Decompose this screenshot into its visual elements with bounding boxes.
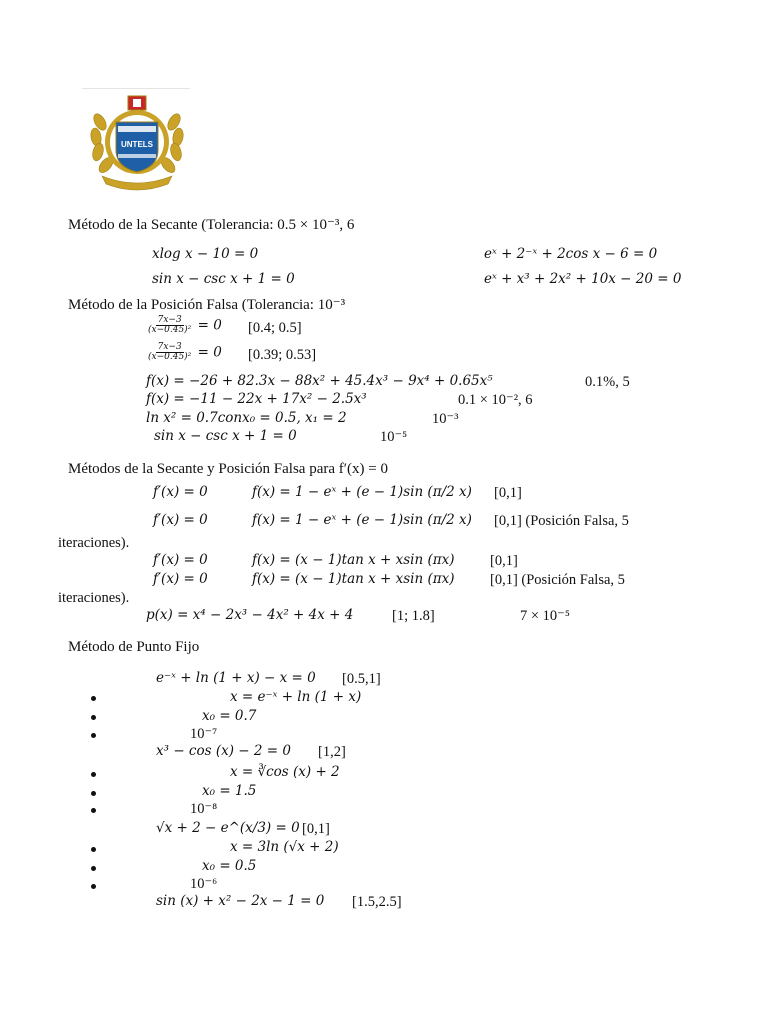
initial-value: x₀ = 1.5 [202, 783, 257, 799]
interval-note: [0,1] (Posición Falsa, 5 [494, 513, 629, 529]
fraction-numerator: 7x−3 [157, 315, 182, 325]
list-bullet [91, 733, 96, 738]
section-title-derivada: Métodos de la Secante y Posición Falsa para f′(x) = 0 [68, 461, 388, 477]
interval: [0.4; 0.5] [248, 320, 302, 336]
logo-top-rule [82, 88, 190, 89]
fraction-numerator: 7x−3 [157, 342, 182, 352]
polynomial: p(x) = x⁴ − 2x³ − 4x² + 4x + 4 [146, 607, 354, 623]
equation: f(x) = −11 − 22x + 17x² − 2.5x³ [146, 391, 367, 407]
fraction [146, 343, 193, 363]
university-logo [88, 92, 186, 192]
fraction-equation-1 [146, 316, 222, 336]
section-title-secante: Método de la Secante (Tolerancia: 0.5 × 10⁻³, 6 [68, 217, 355, 233]
tolerance: 10⁻⁷ [190, 726, 218, 742]
equation: e⁻ˣ + ln (1 + x) − x = 0 [156, 670, 316, 686]
function: f(x) = (x − 1)tan x + xsin (πx) [252, 552, 455, 568]
list-bullet [91, 866, 96, 871]
list-bullet [91, 715, 96, 720]
derivative-condition: f′(x) = 0 [153, 484, 208, 500]
interval: [0.5,1] [342, 671, 381, 687]
equation: eˣ + 2⁻ˣ + 2cos x − 6 = 0 [484, 246, 658, 262]
fraction [146, 316, 193, 336]
fraction-equation-2 [146, 343, 222, 363]
equation-rest: = 0 [197, 317, 222, 334]
iteration-function: x = e⁻ˣ + ln (1 + x) [230, 689, 362, 705]
equation: x³ − cos (x) − 2 = 0 [156, 743, 291, 759]
fraction-denominator: (x−0.45)² [148, 325, 192, 336]
tolerance: 10⁻⁵ [380, 429, 408, 445]
tolerance: 10⁻⁸ [190, 801, 218, 817]
logo-text: UNTELS [121, 140, 153, 149]
initial-value: x₀ = 0.5 [202, 858, 257, 874]
interval: [1; 1.8] [392, 608, 435, 624]
section-title-posicion-falsa: Método de la Posición Falsa (Tolerancia: 10⁻³ [68, 297, 346, 313]
iteration-function: x = 3ln (√x + 2) [230, 839, 339, 855]
tolerance: 10⁻⁶ [190, 876, 218, 892]
interval: [1,2] [318, 744, 346, 760]
list-bullet [91, 791, 96, 796]
list-bullet [91, 847, 96, 852]
equation: eˣ + x³ + 2x² + 10x − 20 = 0 [484, 271, 682, 287]
equation: sin x − csc x + 1 = 0 [152, 271, 295, 287]
iterations-note: iteraciones). [58, 535, 130, 551]
equation: f(x) = −26 + 82.3x − 88x² + 45.4x³ − 9x⁴ + 0.65x⁵ [146, 373, 493, 389]
interval: [1.5,2.5] [352, 894, 402, 910]
list-bullet [91, 884, 96, 889]
list-bullet [91, 808, 96, 813]
interval: [0,1] [302, 821, 330, 837]
function: f(x) = 1 − eˣ + (e − 1)sin (π/2 x) [252, 484, 472, 500]
derivative-condition: f′(x) = 0 [153, 571, 208, 587]
list-bullet [91, 696, 96, 701]
derivative-condition: f′(x) = 0 [153, 512, 208, 528]
list-bullet [91, 772, 96, 777]
tolerance: 0.1%, 5 [585, 374, 630, 390]
interval: [0,1] [494, 485, 522, 501]
section-title-punto-fijo: Método de Punto Fijo [68, 639, 200, 655]
equation-rest: = 0 [197, 344, 222, 361]
equation: ln x² = 0.7conx₀ = 0.5, x₁ = 2 [146, 410, 347, 426]
equation: sin x − csc x + 1 = 0 [154, 428, 297, 444]
equation: sin (x) + x² − 2x − 1 = 0 [156, 893, 325, 909]
equation: √x + 2 − e^(x/3) = 0 [156, 820, 300, 836]
iterations-note: iteraciones). [58, 590, 130, 606]
tolerance: 7 × 10⁻⁵ [520, 608, 570, 624]
function: f(x) = (x − 1)tan x + xsin (πx) [252, 571, 455, 587]
interval: [0.39; 0.53] [248, 347, 317, 363]
tolerance: 0.1 × 10⁻², 6 [458, 392, 533, 408]
tolerance: 10⁻³ [432, 411, 459, 427]
interval-note: [0,1] (Posición Falsa, 5 [490, 572, 625, 588]
derivative-condition: f′(x) = 0 [153, 552, 208, 568]
fraction-denominator: (x−0.45)² [148, 352, 192, 363]
iteration-function: x = ∛cos (x) + 2 [230, 764, 340, 780]
function: f(x) = 1 − eˣ + (e − 1)sin (π/2 x) [252, 512, 472, 528]
initial-value: x₀ = 0.7 [202, 708, 257, 724]
equation: xlog x − 10 = 0 [152, 246, 259, 262]
interval: [0,1] [490, 553, 518, 569]
